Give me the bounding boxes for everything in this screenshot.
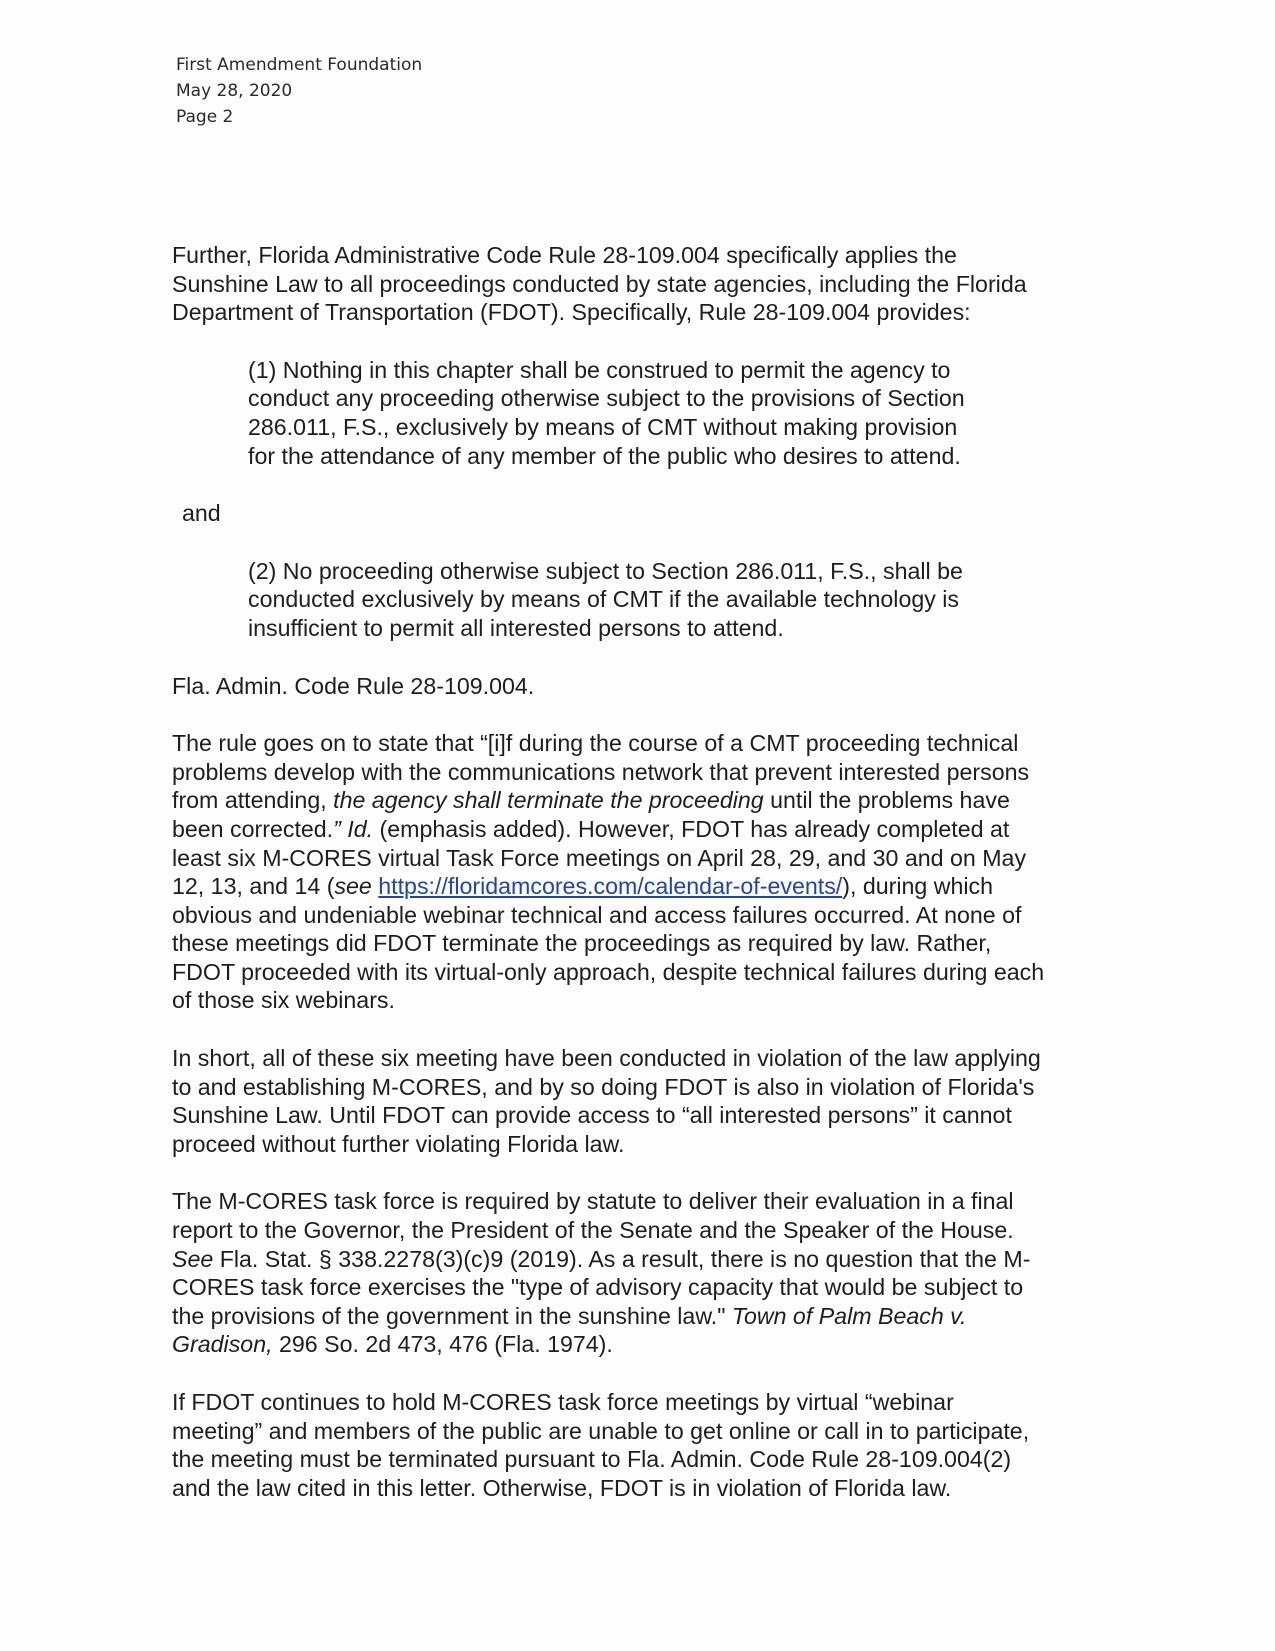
emphasis-text: ” Id.	[333, 815, 374, 842]
text-line: conduct any proceeding otherwise subject to the provisions of Section	[248, 385, 965, 412]
text-line: (1) Nothing in this chapter shall be construed to permit the agency to	[248, 356, 951, 383]
paragraph-conclusion	[172, 1388, 1132, 1502]
emphasis-text: Town of Palm Beach v.	[731, 1302, 967, 1329]
text-run: been corrected.	[172, 815, 334, 842]
text-line	[172, 1302, 1132, 1331]
text-line: the meeting must be terminated pursuant to Fla. Admin. Code Rule 28-109.004(2)	[172, 1446, 1012, 1473]
text-line: Department of Transportation (FDOT). Specifically, Rule 28-109.004 provides:	[172, 299, 971, 326]
text-line: (2) No proceeding otherwise subject to Section 286.011, F.S., shall be	[248, 557, 963, 584]
emphasis-text: See	[172, 1245, 214, 1272]
text-line: report to the Governor, the President of the Senate and the Speaker of the House.	[172, 1217, 1014, 1244]
text-run: from attending,	[172, 787, 334, 814]
text-line	[172, 1245, 1132, 1274]
text-line: and the law cited in this letter. Otherwise, FDOT is in violation of Florida law.	[172, 1474, 952, 1501]
block-quote-2	[248, 557, 1048, 643]
text-line: Sunshine Law to all proceedings conducted by state agencies, including the Florida	[172, 270, 1027, 297]
text-line	[172, 815, 1132, 844]
text-line: CORES task force exercises the "type of advisory capacity that would be subject to	[172, 1274, 1024, 1301]
text-line: to and establishing M-CORES, and by so doing FDOT is also in violation of Florida's	[172, 1073, 1035, 1100]
paragraph-rule-intro	[172, 241, 1132, 327]
paragraph-technical-failures	[172, 729, 1132, 1015]
text-line: least six M-CORES virtual Task Force meetings on April 28, 29, and 30 and on May	[172, 844, 1027, 871]
text-run: Fla. Stat. § 338.2278(3)(c)9 (2019). As a result, there is no question that the M-	[213, 1245, 1031, 1272]
text-line: The M-CORES task force is required by statute to deliver their evaluation in a final	[172, 1188, 1014, 1215]
text-line: of those six webinars.	[172, 987, 395, 1014]
text-line: these meetings did FDOT terminate the proceedings as required by law. Rather,	[172, 930, 992, 957]
text-run: 12, 13, and 14 (	[172, 873, 335, 900]
text-run: ), during which	[842, 873, 994, 900]
text-line: obvious and undeniable webinar technical and access failures occurred. At none of	[172, 901, 1022, 928]
text-run: 296 So. 2d 473, 476 (Fla. 1974).	[272, 1331, 613, 1358]
text-line: for the attendance of any member of the public who desires to attend.	[248, 442, 961, 469]
text-line: The rule goes on to state that “[i]f during the course of a CMT proceeding technical	[172, 730, 1019, 757]
letter-body	[172, 241, 1132, 1531]
conjunction-and: and	[182, 500, 221, 527]
emphasis-text: Gradison,	[172, 1331, 273, 1358]
text-run: until the problems have	[763, 787, 1010, 814]
text-line	[172, 1330, 1132, 1359]
text-run: the provisions of the government in the sunshine law."	[172, 1302, 732, 1329]
text-line: If FDOT continues to hold M-CORES task force meetings by virtual “webinar	[172, 1389, 954, 1415]
text-line: conducted exclusively by means of CMT if the available technology is	[248, 586, 960, 613]
text-line: In short, all of these six meeting have been conducted in violation of the law applying	[172, 1045, 1041, 1072]
paragraph-violation-summary	[172, 1044, 1132, 1158]
calendar-of-events-link[interactable]: https://floridamcores.com/calendar-of-events/	[378, 873, 843, 900]
header-page-number: Page 2	[176, 107, 234, 127]
header-date: May 28, 2020	[176, 81, 293, 101]
text-line: Further, Florida Administrative Code Rule 28-109.004 specifically applies the	[172, 242, 957, 268]
letter-header	[176, 52, 422, 130]
text-line: meeting” and members of the public are unable to get online or call in to participate,	[172, 1417, 1030, 1444]
paragraph-task-force-statute	[172, 1187, 1132, 1359]
citation-line: Fla. Admin. Code Rule 28-109.004.	[172, 672, 535, 699]
emphasis-text: see	[334, 873, 372, 900]
text-line: problems develop with the communications network that prevent interested persons	[172, 758, 1030, 785]
text-line	[172, 786, 1132, 815]
text-line: FDOT proceeded with its virtual-only approach, despite technical failures during each	[172, 958, 1045, 985]
text-line: 286.011, F.S., exclusively by means of CMT without making provision	[248, 413, 958, 440]
text-line: proceed without further violating Florida law.	[172, 1130, 625, 1157]
text-line	[172, 872, 1132, 901]
text-line: insufficient to permit all interested persons to attend.	[248, 614, 784, 641]
text-run: (emphasis added). However, FDOT has already completed at	[373, 815, 1010, 842]
block-quote-1	[248, 356, 1048, 470]
text-line: Sunshine Law. Until FDOT can provide access to “all interested persons” it cannot	[172, 1102, 1012, 1129]
header-organization: First Amendment Foundation	[176, 55, 423, 75]
emphasis-text: the agency shall terminate the proceeding	[333, 787, 764, 814]
